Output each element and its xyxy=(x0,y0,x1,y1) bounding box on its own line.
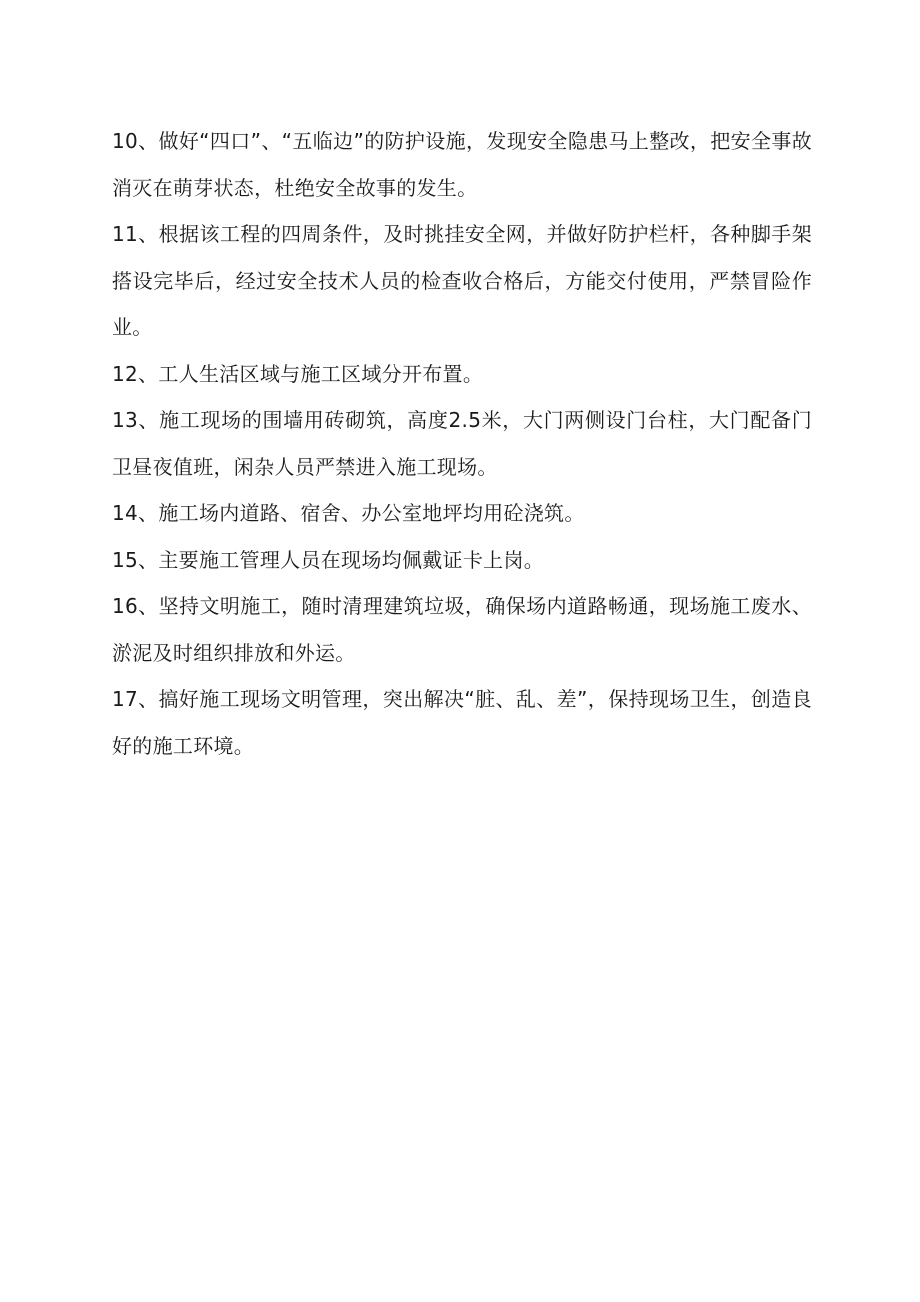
list-item-12: 12、工人生活区域与施工区域分开布置。 xyxy=(112,361,484,386)
list-item-17: 17、搞好施工现场文明管理，突出解决“脏、乱、差”，保持现场卫生，创造良好的施工环境。 xyxy=(112,687,812,758)
list-item-11: 11、根据该工程的四周条件，及时挑挂安全网，并做好防护栏杆，各种脚手架搭设完毕后，经过安全技术人员的检查收合格后，方能交付使用，严禁冒险作业。 xyxy=(112,222,812,339)
list-item-13: 13、施工现场的围墙用砖砌筑，高度2.5米，大门两侧设门台柱，大门配备门卫昼夜值班，闲杂人员严禁进入施工现场。 xyxy=(112,408,812,479)
list-item-10: 10、做好“四口”、“五临边”的防护设施，发现安全隐患马上整改，把安全事故消灭在萌芽状态，杜绝安全故事的发生。 xyxy=(112,129,812,200)
document-body xyxy=(112,118,812,769)
list-item-16: 16、坚持文明施工，随时清理建筑垃圾，确保场内道路畅通，现场施工废水、淤泥及时组织排放和外运。 xyxy=(112,594,812,665)
list-item-14: 14、施工场内道路、宿舍、办公室地坪均用砼浇筑。 xyxy=(112,501,585,525)
list-item-15: 15、主要施工管理人员在现场均佩戴证卡上岗。 xyxy=(112,547,545,572)
